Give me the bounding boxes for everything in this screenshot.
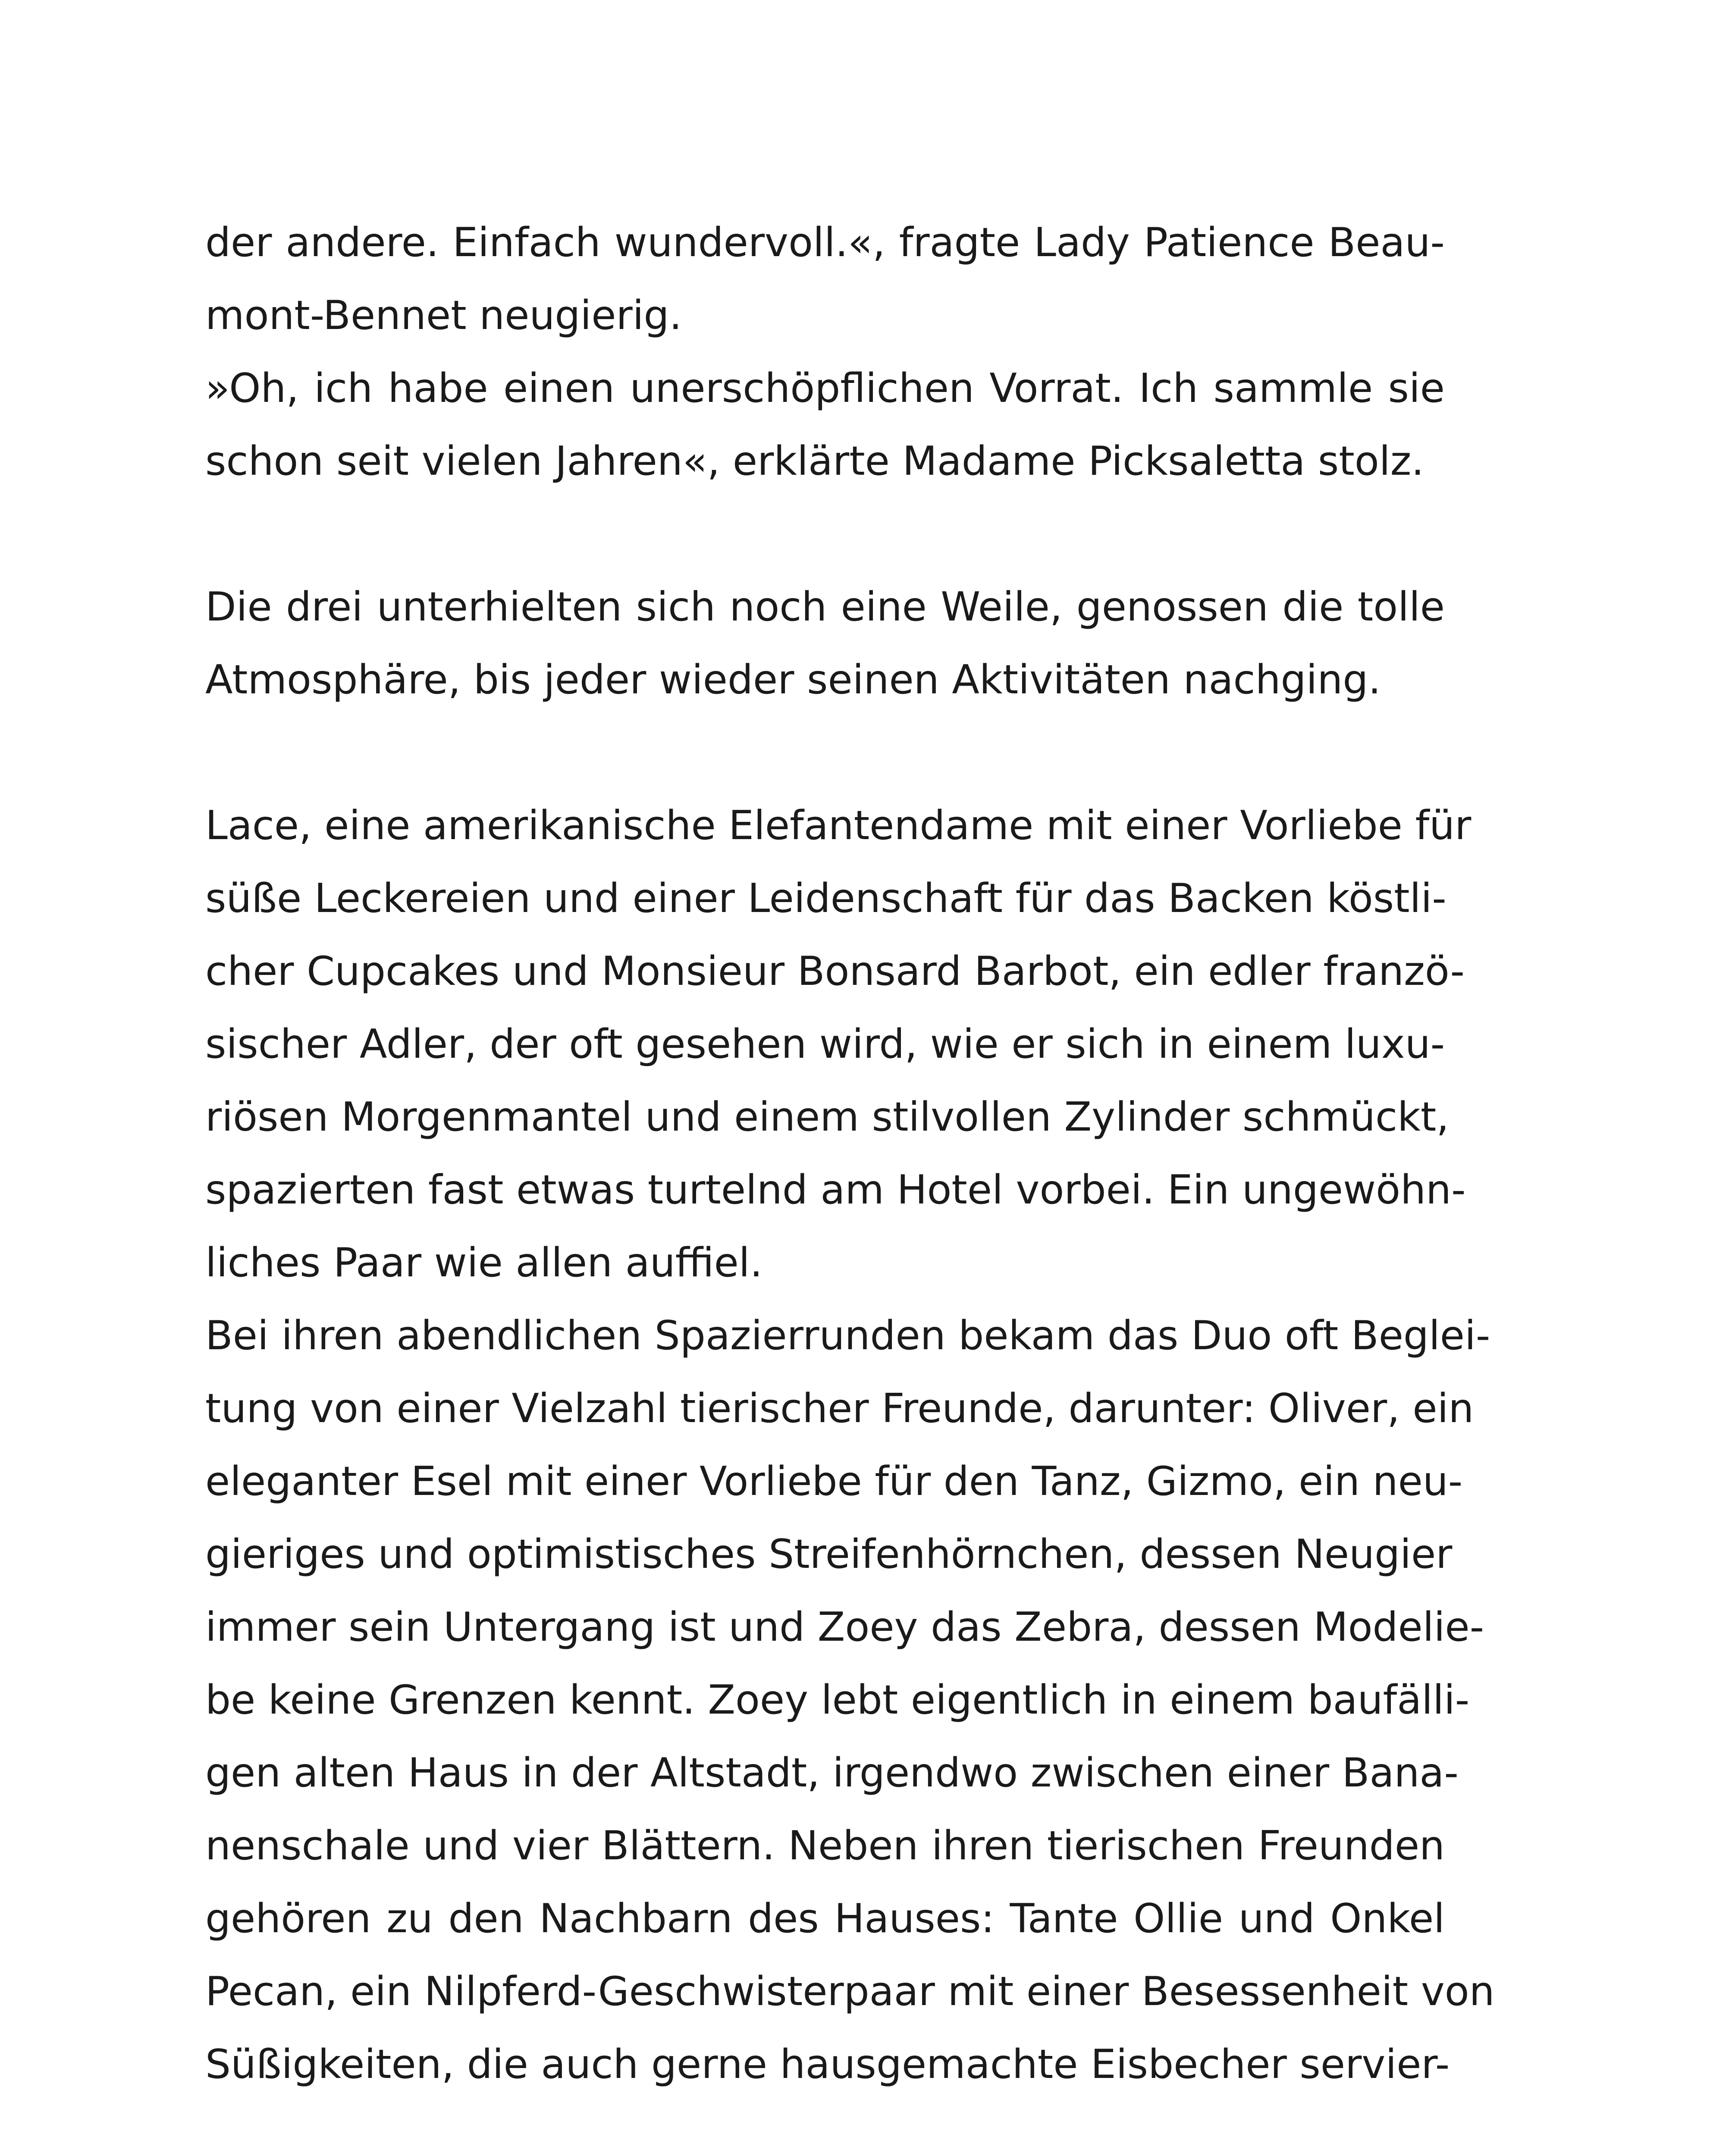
text-line: sischer Adler, der oft gesehen wird, wie er sich in einem luxu- xyxy=(205,1021,1445,1067)
text-line: nenschale und vier Blättern. Neben ihren tierischen Freunden xyxy=(205,1822,1445,1869)
text-line: tung von einer Vielzahl tierischer Freunde, darunter: Oliver, ein xyxy=(205,1385,1474,1432)
text-line: gieriges und optimistisches Streifenhörnchen, dessen Neugier xyxy=(205,1531,1453,1577)
text-line: Lace, eine amerikanische Elefantendame mit einer Vorliebe für xyxy=(205,802,1472,849)
paragraph xyxy=(205,352,1445,498)
paragraph xyxy=(205,570,1445,716)
text-line: Die drei unterhielten sich noch eine Weile, genossen die tolle xyxy=(205,583,1445,630)
body-text xyxy=(205,206,1495,2101)
text-line: Bei ihren abendlichen Spazierrunden bekam das Duo oft Beglei- xyxy=(205,1312,1490,1359)
paragraph-gap xyxy=(205,498,1445,570)
text-line: be keine Grenzen kennt. Zoey lebt eigentlich in einem baufälli- xyxy=(205,1677,1470,1723)
text-line: cher Cupcakes und Monsieur Bonsard Barbot, ein edler franzö- xyxy=(205,948,1465,994)
text-line: spazierten fast etwas turtelnd am Hotel vorbei. Ein ungewöhn- xyxy=(205,1166,1466,1213)
text-line: mont-Bennet neugierig. xyxy=(205,292,682,338)
text-line: liches Paar wie allen auffiel. xyxy=(205,1239,763,1286)
text-line: immer sein Untergang ist und Zoey das Zebra, dessen Modelie- xyxy=(205,1604,1484,1650)
text-line: Süßigkeiten, die auch gerne hausgemachte Eisbecher servier- xyxy=(205,2041,1450,2087)
text-line: gehören zu den Nachbarn des Hauses: Tante Ollie und Onkel xyxy=(205,1895,1445,1942)
text-line: Atmosphäre, bis jeder wieder seinen Aktivitäten nachging. xyxy=(205,656,1381,703)
paragraph xyxy=(205,206,1445,352)
text-line: Pecan, ein Nilpferd-Geschwisterpaar mit einer Besessenheit von xyxy=(205,1968,1495,2015)
paragraph-gap xyxy=(205,716,1445,789)
text-line: riösen Morgenmantel und einem stilvollen Zylinder schmückt, xyxy=(205,1094,1449,1140)
text-line: schon seit vielen Jahren«, erklärte Madame Picksaletta stolz. xyxy=(205,438,1424,484)
paragraph xyxy=(205,1299,1495,2101)
text-line: gen alten Haus in der Altstadt, irgendwo zwischen einer Bana- xyxy=(205,1749,1459,1796)
paragraph xyxy=(205,789,1472,1299)
text-line: »Oh, ich habe einen unerschöpflichen Vorrat. Ich sammle sie xyxy=(205,365,1445,411)
text-line: süße Leckereien und einer Leidenschaft für das Backen köstli- xyxy=(205,875,1446,921)
text-line: der andere. Einfach wundervoll.«, fragte Lady Patience Beau- xyxy=(205,219,1445,266)
text-line: eleganter Esel mit einer Vorliebe für den Tanz, Gizmo, ein neu- xyxy=(205,1458,1463,1504)
